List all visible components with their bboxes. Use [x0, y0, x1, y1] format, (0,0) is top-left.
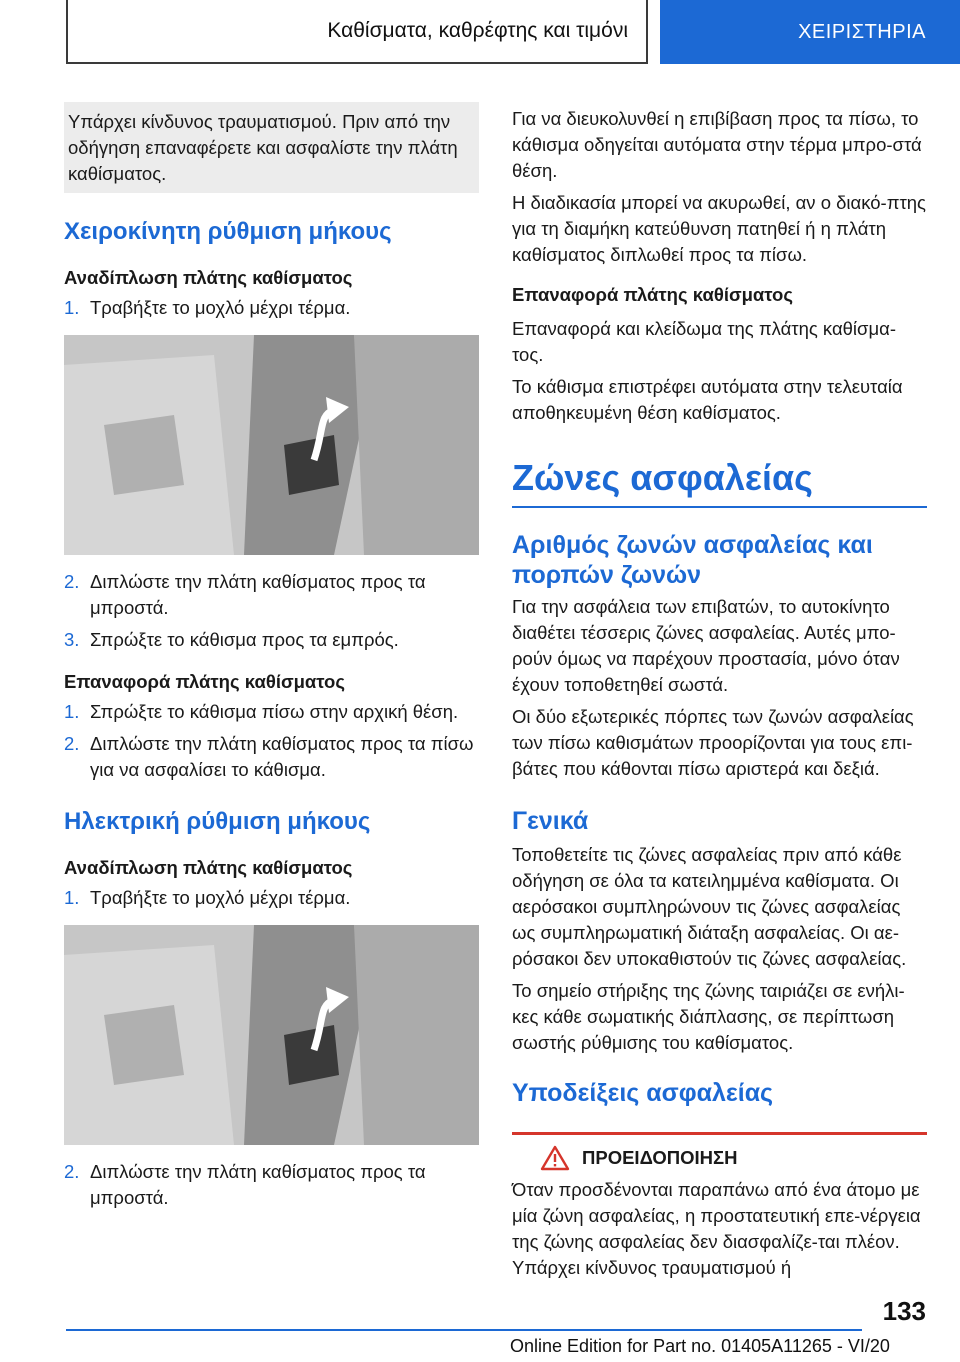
step-item [64, 885, 479, 911]
paragraph-four-belts: Για την ασφάλεια των επιβατών, το αυτοκίνητο διαθέτει τέσσερις ζώνες ασφαλείας. Αυτές μπο-ρούν όμως να παρέχουν προστασία, μόνο όταν έχουν τοποθετηθεί σωστά. [512, 596, 900, 695]
step-text: Διπλώστε την πλάτη καθίσματος προς τα πίσω για να ασφαλίσει το κάθισμα. [90, 733, 474, 780]
fold-steps-list [64, 295, 479, 321]
reset-backrest-heading: Επαναφορά πλάτης καθίσματος [64, 671, 345, 692]
step-text: Σπρώξτε το κάθισμα προς τα εμπρός. [90, 629, 399, 650]
paragraph-reset-lock: Επαναφορά και κλείδωμα της πλάτης καθίσμα-τος. [512, 318, 896, 365]
chapter-tab [660, 0, 960, 64]
belt-count-heading: Αριθμός ζωνών ασφαλείας και πορπών ζωνών [512, 531, 873, 589]
paragraph-cancel: Η διαδικασία μπορεί να ακυρωθεί, αν ο διακό-πτης για τη διαμήκη κατεύθυνση πατηθεί ή η πλάτη καθίσματος διπλωθεί προς τα πίσω. [512, 192, 926, 265]
belts-heading: Ζώνες ασφαλείας [512, 457, 813, 498]
safety-heading: Υποδείξεις ασφαλείας [512, 1079, 774, 1107]
fold-backrest-heading: Αναδίπλωση πλάτης καθίσματος [64, 267, 353, 288]
step-item [64, 731, 479, 783]
section-divider [512, 506, 927, 508]
hazard-note-box [64, 102, 479, 193]
general-heading: Γενικά [512, 807, 589, 835]
page-number: 133 [882, 1296, 926, 1326]
step-text: Τραβήξτε το μοχλό μέχρι τέρμα. [90, 297, 351, 318]
warning-title: ΠΡΟΕΙΔΟΠΟΙΗΣΗ [582, 1147, 738, 1168]
step-number: 2. [64, 1161, 80, 1182]
edition-footer: Online Edition for Part no. 01405A11265 - VI/20 [510, 1336, 890, 1356]
step-item [64, 699, 479, 725]
section-title: Καθίσματα, καθρέφτης και τιμόνι [327, 19, 628, 42]
step-item [64, 569, 479, 621]
step-number: 3. [64, 629, 80, 650]
step-text: Διπλώστε την πλάτη καθίσματος προς τα μπροστά. [90, 571, 426, 618]
step-text: Διπλώστε την πλάτη καθίσματος προς τα μπροστά. [90, 1161, 426, 1208]
step-item [64, 1159, 479, 1211]
belts-section-header [512, 456, 927, 508]
fold-backrest-heading-2: Αναδίπλωση πλάτης καθίσματος [64, 857, 353, 878]
left-column [64, 102, 479, 1211]
paragraph-entry-assist: Για να διευκολυνθεί η επιβίβαση προς τα πίσω, το κάθισμα οδηγείται αυτόματα στην τέρμα μπρο-στά θέση. [512, 108, 922, 181]
step-number: 2. [64, 571, 80, 592]
paragraph-wear-belts: Τοποθετείτε τις ζώνες ασφαλείας πριν από κάθε οδήγηση σε όλα τα κατειλημμένα καθίσματα. Οι αερόσακοι συμπληρώνουν τις ζώνες ασφαλείας ως συμπληρωματική διάταξη ασφαλείας. Οι αε-ρόσακοι δεν υποκαθιστούν τις ζώνες ασφαλείας. [512, 844, 907, 969]
chapter-title: ΧΕΙΡΙΣΤΗΡΙΑ [798, 20, 926, 43]
step-item [64, 295, 479, 321]
running-header-section [66, 0, 648, 64]
paragraph-rear-buckles: Οι δύο εξωτερικές πόρπες των ζωνών ασφαλείας των πίσω καθισμάτων προορίζονται για τους επι-βάτες που κάθονται πίσω αριστερά και δεξιά. [512, 706, 914, 779]
right-column [512, 106, 927, 1281]
warning-box [512, 1132, 927, 1281]
step-number: 1. [64, 701, 80, 722]
footer-rule [66, 1329, 862, 1331]
seat-lever-photo-2 [64, 925, 479, 1145]
warning-text: Όταν προσδένονται παραπάνω από ένα άτομο με μία ζώνη ασφαλείας, η προστατευτική επε-νέργεια της ζώνης ασφαλείας δεν διασφαλίζε-ται πλέον. Υπάρχει κίνδυνος τραυματισμού ή [512, 1179, 921, 1278]
step-item [64, 627, 479, 653]
seat-lever-photo [64, 335, 479, 555]
hazard-note-text: Υπάρχει κίνδυνος τραυματισμού. Πριν από την οδήγηση επαναφέρετε και ασφαλίστε την πλάτη καθίσματος. [68, 111, 458, 184]
reset-steps-list [64, 699, 479, 783]
step-text: Σπρώξτε το κάθισμα πίσω στην αρχική θέση. [90, 701, 459, 722]
fold-steps-list-2 [64, 569, 479, 653]
electric-adjust-heading: Ηλεκτρική ρύθμιση μήκους [64, 808, 371, 835]
fold-steps-list-4 [64, 1159, 479, 1211]
fold-steps-list-3 [64, 885, 479, 911]
step-number: 1. [64, 887, 80, 908]
paragraph-return-position: Το κάθισμα επιστρέφει αυτόματα στην τελευταία αποθηκευμένη θέση καθίσματος. [512, 376, 903, 423]
manual-adjust-heading: Χειροκίνητη ρύθμιση μήκους [64, 218, 392, 245]
paragraph-anchor-point: Το σημείο στήριξης της ζώνης ταιριάζει σε ενήλι-κες κάθε σωματικής διάπλασης, σε περίπτωση σωστής ρύθμισης του καθίσματος. [512, 980, 905, 1053]
warning-triangle-icon [540, 1145, 570, 1171]
warning-header [512, 1132, 927, 1171]
step-number: 2. [64, 733, 80, 754]
step-number: 1. [64, 297, 80, 318]
step-text: Τραβήξτε το μοχλό μέχρι τέρμα. [90, 887, 351, 908]
right-reset-heading: Επαναφορά πλάτης καθίσματος [512, 284, 793, 305]
